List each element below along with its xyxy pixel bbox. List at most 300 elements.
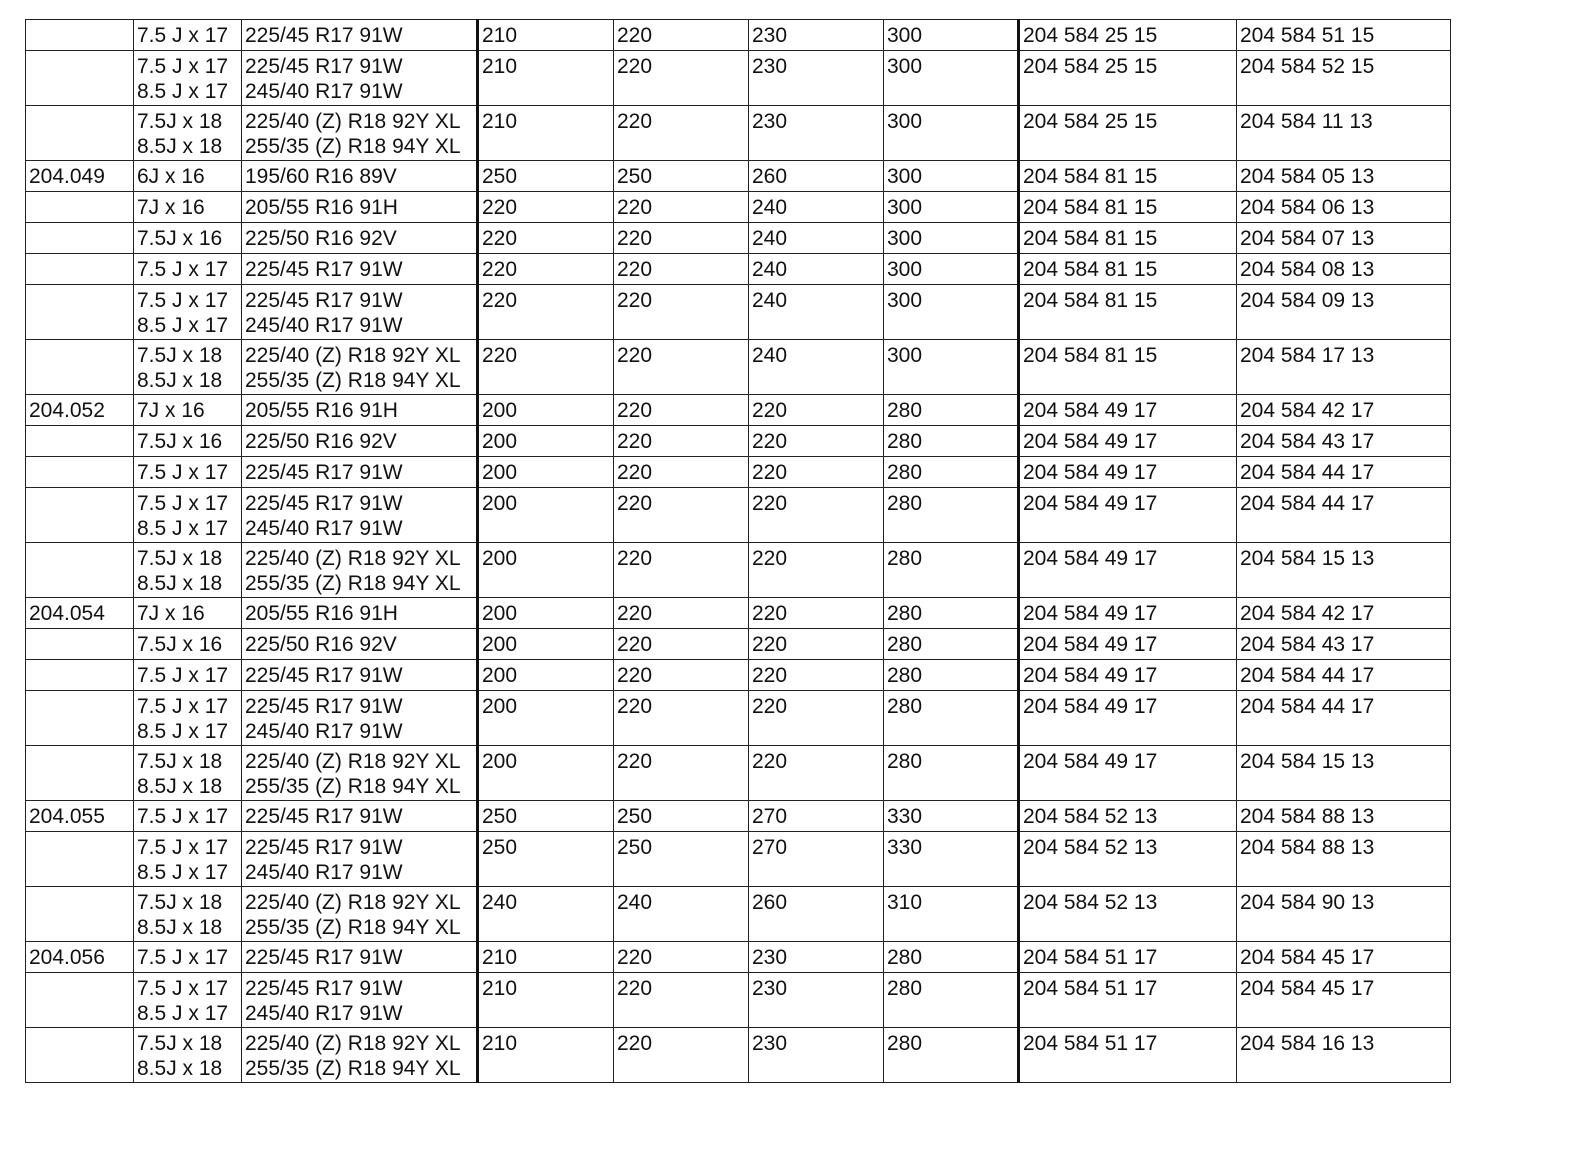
tyre-size-cell-line: 205/55 R16 91H bbox=[245, 399, 398, 422]
part-number-cell-2: 204 584 11 13 bbox=[1237, 106, 1451, 161]
rim-size-cell-line: 7.5J x 18 bbox=[137, 110, 223, 133]
pressure-cell-3: 260 bbox=[749, 161, 884, 192]
rim-size-cell bbox=[134, 488, 242, 543]
pressure-cell-2: 220 bbox=[614, 192, 749, 223]
table-row bbox=[26, 20, 1451, 51]
tyre-size-cell-line: 245/40 R17 91W bbox=[245, 80, 403, 103]
table-row bbox=[26, 223, 1451, 254]
pressure-cell-3: 240 bbox=[749, 285, 884, 340]
table-row bbox=[26, 488, 1451, 543]
tyre-size-cell bbox=[242, 340, 478, 395]
pressure-cell-1: 240 bbox=[478, 887, 614, 942]
rim-size-cell bbox=[134, 192, 242, 223]
pressure-cell-4: 300 bbox=[884, 340, 1019, 395]
pressure-cell-2: 220 bbox=[614, 51, 749, 106]
rim-size-cell bbox=[134, 106, 242, 161]
tyre-size-cell bbox=[242, 51, 478, 106]
pressure-cell-2: 220 bbox=[614, 973, 749, 1028]
rim-size-cell-line: 7.5 J x 17 bbox=[137, 977, 229, 1000]
rim-size-cell-line: 8.5 J x 17 bbox=[137, 80, 229, 103]
table-row bbox=[26, 285, 1451, 340]
pressure-cell-1: 220 bbox=[478, 340, 614, 395]
tyre-size-cell bbox=[242, 426, 478, 457]
rim-size-cell bbox=[134, 395, 242, 426]
tyre-size-cell-line: 225/40 (Z) R18 92Y XL bbox=[245, 110, 461, 133]
table-row bbox=[26, 457, 1451, 488]
pressure-cell-3: 230 bbox=[749, 51, 884, 106]
rim-size-cell bbox=[134, 340, 242, 395]
pressure-cell-4: 300 bbox=[884, 106, 1019, 161]
pressure-cell-3: 270 bbox=[749, 801, 884, 832]
tyre-size-cell bbox=[242, 691, 478, 746]
table-row bbox=[26, 543, 1451, 598]
rim-size-cell-line: 7.5 J x 17 bbox=[137, 695, 229, 718]
table-row bbox=[26, 801, 1451, 832]
rim-size-cell-line: 8.5 J x 17 bbox=[137, 517, 229, 540]
part-number-cell-1: 204 584 81 15 bbox=[1019, 223, 1237, 254]
pressure-cell-3: 220 bbox=[749, 543, 884, 598]
rim-size-cell bbox=[134, 1028, 242, 1083]
model-cell bbox=[26, 691, 134, 746]
pressure-cell-1: 200 bbox=[478, 746, 614, 801]
tyre-size-cell-line: 245/40 R17 91W bbox=[245, 517, 403, 540]
part-number-cell-1: 204 584 81 15 bbox=[1019, 340, 1237, 395]
rim-size-cell bbox=[134, 887, 242, 942]
part-number-cell-1: 204 584 49 17 bbox=[1019, 543, 1237, 598]
pressure-cell-2: 220 bbox=[614, 691, 749, 746]
part-number-cell-1: 204 584 81 15 bbox=[1019, 192, 1237, 223]
tyre-size-cell-line: 225/45 R17 91W bbox=[245, 695, 403, 718]
tyre-size-cell-line: 225/45 R17 91W bbox=[245, 258, 403, 281]
tyre-size-cell bbox=[242, 223, 478, 254]
pressure-cell-2: 220 bbox=[614, 223, 749, 254]
tyre-size-cell bbox=[242, 942, 478, 973]
pressure-cell-1: 200 bbox=[478, 457, 614, 488]
tyre-size-cell-line: 245/40 R17 91W bbox=[245, 861, 403, 884]
table-row bbox=[26, 51, 1451, 106]
tyre-size-cell-line: 225/50 R16 92V bbox=[245, 430, 397, 453]
part-number-cell-1: 204 584 49 17 bbox=[1019, 488, 1237, 543]
tyre-size-cell-line: 225/50 R16 92V bbox=[245, 227, 397, 250]
part-number-cell-2: 204 584 07 13 bbox=[1237, 223, 1451, 254]
part-number-cell-2: 204 584 42 17 bbox=[1237, 395, 1451, 426]
tyre-size-cell bbox=[242, 192, 478, 223]
model-cell bbox=[26, 285, 134, 340]
rim-size-cell bbox=[134, 660, 242, 691]
table-row bbox=[26, 161, 1451, 192]
model-cell bbox=[26, 192, 134, 223]
pressure-cell-3: 220 bbox=[749, 660, 884, 691]
part-number-cell-2: 204 584 52 15 bbox=[1237, 51, 1451, 106]
tyre-size-cell-line: 225/45 R17 91W bbox=[245, 805, 403, 828]
table-row bbox=[26, 106, 1451, 161]
part-number-cell-2: 204 584 45 17 bbox=[1237, 942, 1451, 973]
tyre-size-cell-line: 225/45 R17 91W bbox=[245, 664, 403, 687]
pressure-cell-2: 220 bbox=[614, 426, 749, 457]
rim-size-cell bbox=[134, 832, 242, 887]
pressure-cell-4: 280 bbox=[884, 660, 1019, 691]
pressure-cell-2: 220 bbox=[614, 395, 749, 426]
model-cell bbox=[26, 887, 134, 942]
tyre-size-cell bbox=[242, 488, 478, 543]
tyre-size-cell bbox=[242, 660, 478, 691]
part-number-cell-1: 204 584 49 17 bbox=[1019, 457, 1237, 488]
table-row bbox=[26, 691, 1451, 746]
part-number-cell-1: 204 584 81 15 bbox=[1019, 254, 1237, 285]
table-row bbox=[26, 598, 1451, 629]
pressure-cell-3: 240 bbox=[749, 223, 884, 254]
pressure-cell-2: 220 bbox=[614, 598, 749, 629]
rim-size-cell-line: 8.5 J x 17 bbox=[137, 861, 229, 884]
pressure-cell-3: 260 bbox=[749, 887, 884, 942]
tyre-size-cell-line: 245/40 R17 91W bbox=[245, 1002, 403, 1025]
tyre-size-cell-line: 195/60 R16 89V bbox=[245, 165, 397, 188]
table-row bbox=[26, 395, 1451, 426]
pressure-cell-3: 220 bbox=[749, 598, 884, 629]
part-number-cell-2: 204 584 88 13 bbox=[1237, 801, 1451, 832]
pressure-cell-3: 230 bbox=[749, 20, 884, 51]
part-number-cell-2: 204 584 88 13 bbox=[1237, 832, 1451, 887]
part-number-cell-1: 204 584 81 15 bbox=[1019, 285, 1237, 340]
pressure-cell-1: 220 bbox=[478, 192, 614, 223]
table-row bbox=[26, 254, 1451, 285]
pressure-cell-3: 230 bbox=[749, 106, 884, 161]
tyre-size-cell-line: 225/45 R17 91W bbox=[245, 289, 403, 312]
pressure-cell-4: 280 bbox=[884, 543, 1019, 598]
pressure-cell-2: 250 bbox=[614, 801, 749, 832]
part-number-cell-2: 204 584 44 17 bbox=[1237, 488, 1451, 543]
pressure-cell-1: 200 bbox=[478, 629, 614, 660]
table-body bbox=[26, 20, 1451, 1083]
tyre-size-cell-line: 225/45 R17 91W bbox=[245, 24, 403, 47]
pressure-cell-1: 210 bbox=[478, 973, 614, 1028]
part-number-cell-1: 204 584 49 17 bbox=[1019, 629, 1237, 660]
pressure-cell-2: 220 bbox=[614, 942, 749, 973]
model-cell bbox=[26, 254, 134, 285]
rim-size-cell-line: 7.5 J x 17 bbox=[137, 55, 229, 78]
table-row bbox=[26, 887, 1451, 942]
part-number-cell-2: 204 584 08 13 bbox=[1237, 254, 1451, 285]
tyre-size-cell-line: 255/35 (Z) R18 94Y XL bbox=[245, 916, 461, 939]
rim-size-cell-line: 8.5J x 18 bbox=[137, 1057, 223, 1080]
pressure-cell-4: 280 bbox=[884, 691, 1019, 746]
rim-size-cell-line: 8.5J x 18 bbox=[137, 135, 223, 158]
tyre-size-cell-line: 225/40 (Z) R18 92Y XL bbox=[245, 1032, 461, 1055]
pressure-cell-2: 220 bbox=[614, 660, 749, 691]
pressure-cell-4: 300 bbox=[884, 192, 1019, 223]
pressure-cell-1: 220 bbox=[478, 285, 614, 340]
tyre-size-cell bbox=[242, 395, 478, 426]
part-number-cell-2: 204 584 05 13 bbox=[1237, 161, 1451, 192]
pressure-cell-4: 300 bbox=[884, 254, 1019, 285]
pressure-cell-3: 220 bbox=[749, 395, 884, 426]
pressure-cell-4: 280 bbox=[884, 598, 1019, 629]
tyre-size-cell-line: 205/55 R16 91H bbox=[245, 602, 398, 625]
table-row bbox=[26, 746, 1451, 801]
pressure-cell-4: 300 bbox=[884, 161, 1019, 192]
part-number-cell-1: 204 584 52 13 bbox=[1019, 887, 1237, 942]
pressure-cell-2: 250 bbox=[614, 832, 749, 887]
pressure-cell-3: 240 bbox=[749, 340, 884, 395]
part-number-cell-2: 204 584 17 13 bbox=[1237, 340, 1451, 395]
model-cell bbox=[26, 488, 134, 543]
part-number-cell-2: 204 584 44 17 bbox=[1237, 660, 1451, 691]
tyre-size-cell-line: 255/35 (Z) R18 94Y XL bbox=[245, 369, 461, 392]
tyre-size-cell-line: 225/40 (Z) R18 92Y XL bbox=[245, 547, 461, 570]
pressure-cell-4: 300 bbox=[884, 20, 1019, 51]
part-number-cell-2: 204 584 42 17 bbox=[1237, 598, 1451, 629]
pressure-cell-4: 280 bbox=[884, 629, 1019, 660]
pressure-cell-4: 280 bbox=[884, 426, 1019, 457]
pressure-cell-1: 200 bbox=[478, 691, 614, 746]
tyre-size-cell-line: 225/40 (Z) R18 92Y XL bbox=[245, 891, 461, 914]
pressure-cell-4: 280 bbox=[884, 942, 1019, 973]
pressure-cell-1: 200 bbox=[478, 395, 614, 426]
tyre-size-cell bbox=[242, 1028, 478, 1083]
rim-size-cell-line: 7.5 J x 17 bbox=[137, 289, 229, 312]
pressure-cell-2: 220 bbox=[614, 340, 749, 395]
pressure-cell-2: 220 bbox=[614, 20, 749, 51]
rim-size-cell-line: 7.5 J x 17 bbox=[137, 461, 229, 484]
tyre-size-cell-line: 225/45 R17 91W bbox=[245, 461, 403, 484]
rim-size-cell-line: 6J x 16 bbox=[137, 165, 205, 188]
part-number-cell-1: 204 584 52 13 bbox=[1019, 801, 1237, 832]
pressure-cell-2: 220 bbox=[614, 629, 749, 660]
tyre-size-cell-line: 225/45 R17 91W bbox=[245, 977, 403, 1000]
rim-size-cell bbox=[134, 20, 242, 51]
pressure-cell-3: 220 bbox=[749, 426, 884, 457]
rim-size-cell-line: 8.5J x 18 bbox=[137, 775, 223, 798]
rim-size-cell bbox=[134, 51, 242, 106]
pressure-cell-2: 220 bbox=[614, 1028, 749, 1083]
rim-size-cell-line: 8.5 J x 17 bbox=[137, 314, 229, 337]
table-row bbox=[26, 192, 1451, 223]
tyre-size-cell bbox=[242, 598, 478, 629]
pressure-cell-3: 230 bbox=[749, 1028, 884, 1083]
pressure-cell-1: 210 bbox=[478, 51, 614, 106]
table-row bbox=[26, 973, 1451, 1028]
pressure-cell-1: 210 bbox=[478, 106, 614, 161]
rim-size-cell-line: 7.5 J x 17 bbox=[137, 836, 229, 859]
pressure-cell-1: 200 bbox=[478, 598, 614, 629]
tyre-size-cell-line: 255/35 (Z) R18 94Y XL bbox=[245, 775, 461, 798]
tyre-size-cell bbox=[242, 457, 478, 488]
rim-size-cell bbox=[134, 746, 242, 801]
part-number-cell-1: 204 584 52 13 bbox=[1019, 832, 1237, 887]
tyre-size-cell bbox=[242, 746, 478, 801]
pressure-cell-3: 230 bbox=[749, 973, 884, 1028]
pressure-cell-1: 210 bbox=[478, 942, 614, 973]
rim-size-cell-line: 7.5J x 16 bbox=[137, 227, 223, 250]
rim-size-cell bbox=[134, 254, 242, 285]
rim-size-cell-line: 7.5J x 18 bbox=[137, 891, 223, 914]
model-cell bbox=[26, 973, 134, 1028]
rim-size-cell-line: 7.5 J x 17 bbox=[137, 258, 229, 281]
rim-size-cell bbox=[134, 223, 242, 254]
rim-size-cell-line: 7.5J x 18 bbox=[137, 547, 223, 570]
rim-size-cell bbox=[134, 457, 242, 488]
model-cell bbox=[26, 1028, 134, 1083]
rim-size-cell-line: 7J x 16 bbox=[137, 399, 205, 422]
model-cell bbox=[26, 51, 134, 106]
tyre-size-cell-line: 225/45 R17 91W bbox=[245, 836, 403, 859]
tyre-size-cell-line: 225/45 R17 91W bbox=[245, 492, 403, 515]
pressure-cell-4: 310 bbox=[884, 887, 1019, 942]
rim-size-cell-line: 7.5 J x 17 bbox=[137, 492, 229, 515]
pressure-cell-2: 220 bbox=[614, 457, 749, 488]
tyre-size-cell bbox=[242, 629, 478, 660]
model-cell bbox=[26, 832, 134, 887]
pressure-cell-1: 250 bbox=[478, 801, 614, 832]
pressure-cell-2: 220 bbox=[614, 285, 749, 340]
pressure-cell-1: 200 bbox=[478, 543, 614, 598]
part-number-cell-1: 204 584 25 15 bbox=[1019, 51, 1237, 106]
pressure-cell-2: 220 bbox=[614, 106, 749, 161]
rim-size-cell-line: 8.5J x 18 bbox=[137, 369, 223, 392]
pressure-cell-2: 240 bbox=[614, 887, 749, 942]
tyre-pressure-table bbox=[25, 19, 1451, 1083]
tyre-size-cell bbox=[242, 285, 478, 340]
table-row bbox=[26, 426, 1451, 457]
model-cell bbox=[26, 457, 134, 488]
part-number-cell-1: 204 584 49 17 bbox=[1019, 746, 1237, 801]
pressure-cell-1: 250 bbox=[478, 832, 614, 887]
pressure-cell-2: 220 bbox=[614, 488, 749, 543]
model-cell: 204.052 bbox=[26, 395, 134, 426]
model-cell: 204.055 bbox=[26, 801, 134, 832]
pressure-cell-1: 210 bbox=[478, 1028, 614, 1083]
part-number-cell-2: 204 584 16 13 bbox=[1237, 1028, 1451, 1083]
pressure-cell-3: 240 bbox=[749, 254, 884, 285]
part-number-cell-1: 204 584 49 17 bbox=[1019, 426, 1237, 457]
table-row bbox=[26, 629, 1451, 660]
rim-size-cell bbox=[134, 426, 242, 457]
model-cell bbox=[26, 660, 134, 691]
pressure-cell-4: 300 bbox=[884, 51, 1019, 106]
part-number-cell-1: 204 584 51 17 bbox=[1019, 942, 1237, 973]
rim-size-cell bbox=[134, 942, 242, 973]
part-number-cell-1: 204 584 81 15 bbox=[1019, 161, 1237, 192]
pressure-cell-1: 200 bbox=[478, 488, 614, 543]
model-cell bbox=[26, 223, 134, 254]
part-number-cell-2: 204 584 06 13 bbox=[1237, 192, 1451, 223]
part-number-cell-1: 204 584 51 17 bbox=[1019, 1028, 1237, 1083]
pressure-cell-1: 200 bbox=[478, 426, 614, 457]
table-row bbox=[26, 340, 1451, 395]
part-number-cell-2: 204 584 43 17 bbox=[1237, 426, 1451, 457]
tyre-size-cell-line: 255/35 (Z) R18 94Y XL bbox=[245, 572, 461, 595]
model-cell bbox=[26, 20, 134, 51]
table-row bbox=[26, 942, 1451, 973]
pressure-cell-1: 200 bbox=[478, 660, 614, 691]
rim-size-cell bbox=[134, 801, 242, 832]
rim-size-cell-line: 7.5J x 16 bbox=[137, 633, 223, 656]
rim-size-cell-line: 8.5J x 18 bbox=[137, 916, 223, 939]
tyre-size-cell bbox=[242, 543, 478, 598]
rim-size-cell bbox=[134, 161, 242, 192]
model-cell: 204.049 bbox=[26, 161, 134, 192]
tyre-size-cell bbox=[242, 161, 478, 192]
pressure-cell-4: 280 bbox=[884, 457, 1019, 488]
rim-size-cell bbox=[134, 691, 242, 746]
pressure-cell-4: 300 bbox=[884, 223, 1019, 254]
tyre-size-cell-line: 255/35 (Z) R18 94Y XL bbox=[245, 1057, 461, 1080]
part-number-cell-1: 204 584 49 17 bbox=[1019, 691, 1237, 746]
rim-size-cell-line: 7.5 J x 17 bbox=[137, 664, 229, 687]
part-number-cell-2: 204 584 09 13 bbox=[1237, 285, 1451, 340]
table-row bbox=[26, 1028, 1451, 1083]
tyre-size-cell bbox=[242, 832, 478, 887]
pressure-cell-3: 220 bbox=[749, 691, 884, 746]
pressure-cell-2: 250 bbox=[614, 161, 749, 192]
part-number-cell-1: 204 584 25 15 bbox=[1019, 20, 1237, 51]
part-number-cell-2: 204 584 43 17 bbox=[1237, 629, 1451, 660]
model-cell bbox=[26, 543, 134, 598]
model-cell bbox=[26, 426, 134, 457]
tyre-size-cell-line: 245/40 R17 91W bbox=[245, 314, 403, 337]
tyre-size-cell-line: 245/40 R17 91W bbox=[245, 720, 403, 743]
rim-size-cell-line: 7J x 16 bbox=[137, 602, 205, 625]
part-number-cell-2: 204 584 15 13 bbox=[1237, 543, 1451, 598]
rim-size-cell bbox=[134, 285, 242, 340]
part-number-cell-2: 204 584 90 13 bbox=[1237, 887, 1451, 942]
pressure-cell-3: 230 bbox=[749, 942, 884, 973]
pressure-cell-4: 280 bbox=[884, 1028, 1019, 1083]
pressure-cell-1: 250 bbox=[478, 161, 614, 192]
pressure-cell-3: 220 bbox=[749, 746, 884, 801]
tyre-size-cell-line: 225/50 R16 92V bbox=[245, 633, 397, 656]
pressure-cell-4: 280 bbox=[884, 746, 1019, 801]
pressure-cell-4: 280 bbox=[884, 395, 1019, 426]
tyre-size-cell bbox=[242, 254, 478, 285]
pressure-cell-3: 220 bbox=[749, 457, 884, 488]
part-number-cell-1: 204 584 49 17 bbox=[1019, 395, 1237, 426]
tyre-size-cell bbox=[242, 887, 478, 942]
model-cell bbox=[26, 106, 134, 161]
table-row bbox=[26, 832, 1451, 887]
rim-size-cell-line: 7.5 J x 17 bbox=[137, 805, 229, 828]
rim-size-cell-line: 7.5 J x 17 bbox=[137, 24, 229, 47]
rim-size-cell-line: 8.5J x 18 bbox=[137, 572, 223, 595]
pressure-cell-4: 330 bbox=[884, 832, 1019, 887]
pressure-cell-3: 220 bbox=[749, 488, 884, 543]
pressure-cell-4: 300 bbox=[884, 285, 1019, 340]
rim-size-cell bbox=[134, 973, 242, 1028]
tyre-size-cell-line: 225/40 (Z) R18 92Y XL bbox=[245, 750, 461, 773]
part-number-cell-1: 204 584 49 17 bbox=[1019, 660, 1237, 691]
tyre-size-cell bbox=[242, 20, 478, 51]
tyre-size-cell bbox=[242, 801, 478, 832]
pressure-cell-4: 280 bbox=[884, 488, 1019, 543]
part-number-cell-2: 204 584 45 17 bbox=[1237, 973, 1451, 1028]
rim-size-cell-line: 8.5 J x 17 bbox=[137, 1002, 229, 1025]
part-number-cell-2: 204 584 44 17 bbox=[1237, 457, 1451, 488]
part-number-cell-2: 204 584 51 15 bbox=[1237, 20, 1451, 51]
model-cell bbox=[26, 340, 134, 395]
rim-size-cell bbox=[134, 629, 242, 660]
part-number-cell-1: 204 584 49 17 bbox=[1019, 598, 1237, 629]
model-cell: 204.056 bbox=[26, 942, 134, 973]
pressure-cell-4: 330 bbox=[884, 801, 1019, 832]
tyre-size-cell-line: 225/45 R17 91W bbox=[245, 55, 403, 78]
rim-size-cell-line: 8.5 J x 17 bbox=[137, 720, 229, 743]
model-cell bbox=[26, 746, 134, 801]
table-row bbox=[26, 660, 1451, 691]
pressure-cell-3: 270 bbox=[749, 832, 884, 887]
part-number-cell-1: 204 584 25 15 bbox=[1019, 106, 1237, 161]
model-cell: 204.054 bbox=[26, 598, 134, 629]
rim-size-cell-line: 7.5J x 18 bbox=[137, 344, 223, 367]
